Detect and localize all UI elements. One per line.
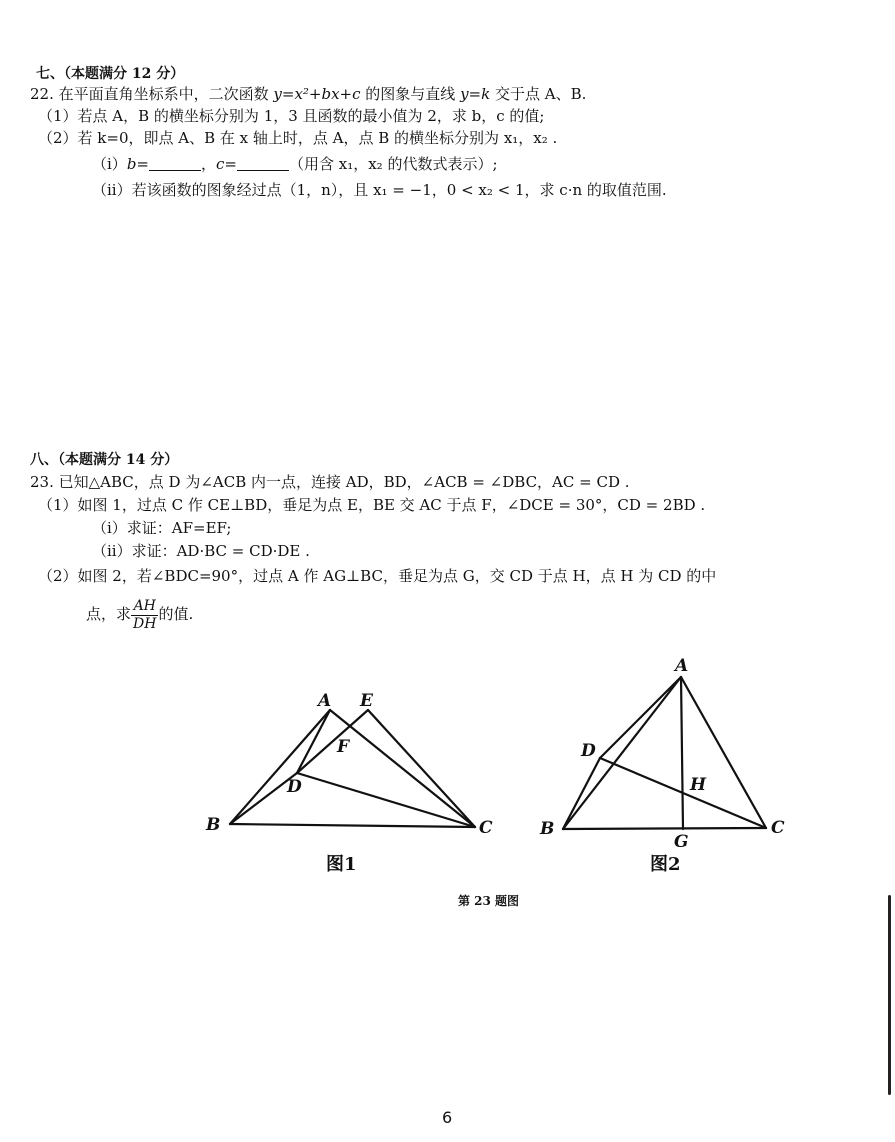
q22-b-label: b= [126, 155, 149, 173]
fraction-numerator: AH [131, 598, 158, 616]
fig2-label-d: D [581, 741, 596, 761]
answer-blank-c [237, 156, 289, 171]
section-8-header: 八、（本题满分 14 分） [30, 452, 179, 468]
q22-part2: （2）若 k=0，即点 A、B 在 x 轴上时，点 A，点 B 的横坐标分别为 x₁，x₂ . [38, 129, 558, 147]
fraction-ah-dh [131, 598, 158, 633]
fig1-segment-ab [230, 710, 330, 824]
q23-part1: （1）如图 1，过点 C 作 CE⊥BD，垂足为点 E，BE 交 AC 于点 F，∠DCE = 30°，CD = 2BD . [38, 496, 706, 514]
fig1-label-c: C [479, 818, 493, 838]
q22-stem-post: 交于点 A、B. [490, 85, 587, 103]
figures-svg [0, 640, 895, 890]
fig2-label-c: C [771, 818, 785, 838]
q22-c-label: c= [216, 155, 237, 173]
figure-1 [205, 691, 493, 875]
fig1-segment-ce [368, 710, 475, 827]
q22-part2-i [92, 154, 498, 174]
q22-part2-ii: （ii）若该函数的图象经过点（1，n），且 x₁ = −1，0 < x₂ < 1，求 c·n 的取值范围. [92, 181, 667, 199]
q23-part1-i: （i）求证：AF=EF; [92, 519, 232, 537]
fig2-label-b: B [540, 819, 555, 839]
fig1-label-b: B [206, 815, 221, 835]
q22-part2-i-tail: （用含 x₁，x₂ 的代数式表示）; [288, 155, 498, 173]
q23-stem: 23. 已知△ABC，点 D 为∠ACB 内一点，连接 AD，BD，∠ACB = ∠DBC，AC = CD . [30, 473, 630, 491]
q22-sep: ， [200, 155, 216, 173]
q23-part2-cont-pre: 点，求 [86, 605, 132, 623]
fig1-label-e: E [360, 691, 373, 711]
page-number: 6 [442, 1108, 453, 1127]
scan-edge-shadow [888, 895, 891, 1095]
q23-part1-ii: （ii）求证：AD·BC = CD·DE . [92, 542, 310, 560]
q22-line: y=k [460, 85, 491, 103]
q22-part2-i-label: （i） [92, 155, 127, 173]
fig2-caption: 图2 [650, 854, 681, 875]
fig1-segment-de [297, 710, 368, 773]
fig1-segment-dc [297, 773, 475, 827]
q23-part2: （2）如图 2，若∠BDC=90°，过点 A 作 AG⊥BC，垂足为点 G，交 CD 于点 H，点 H 为 CD 的中 [38, 567, 717, 585]
q22-stem-pre: 22. 在平面直角坐标系中，二次函数 [30, 85, 274, 103]
fig2-segment-bc [563, 828, 766, 829]
figures-caption: 第 23 题图 [458, 894, 520, 908]
fig1-segment-ac [330, 710, 475, 827]
fig2-label-g: G [674, 832, 689, 852]
q22-part1: （1）若点 A，B 的横坐标分别为 1，3 且函数的最小值为 2，求 b，c 的值; [38, 107, 545, 125]
q23-part2-cont-post: 的值. [158, 605, 194, 623]
fig1-label-d: D [287, 777, 302, 797]
fig2-segment-ac [681, 677, 766, 828]
fig1-label-f: F [337, 737, 350, 757]
fig2-segment-bd [563, 758, 600, 829]
section-7-header: 七、（本题满分 12 分） [36, 66, 185, 82]
fig2-segment-ad [600, 677, 681, 758]
fig2-segment-ag [681, 677, 683, 829]
fig1-label-a: A [318, 691, 332, 711]
q22-function: y=x²+bx+c [273, 85, 361, 103]
fig2-label-a: A [675, 656, 689, 676]
fig2-label-h: H [690, 775, 707, 795]
figure-2 [539, 656, 785, 875]
q22-stem [30, 84, 586, 104]
fig1-segment-bc [230, 824, 475, 827]
fraction-denominator: DH [133, 615, 157, 632]
fig1-caption: 图1 [326, 854, 357, 875]
q23-part2-cont [86, 594, 193, 634]
q22-stem-mid: 的图象与直线 [360, 85, 461, 103]
answer-blank-b [149, 156, 201, 171]
